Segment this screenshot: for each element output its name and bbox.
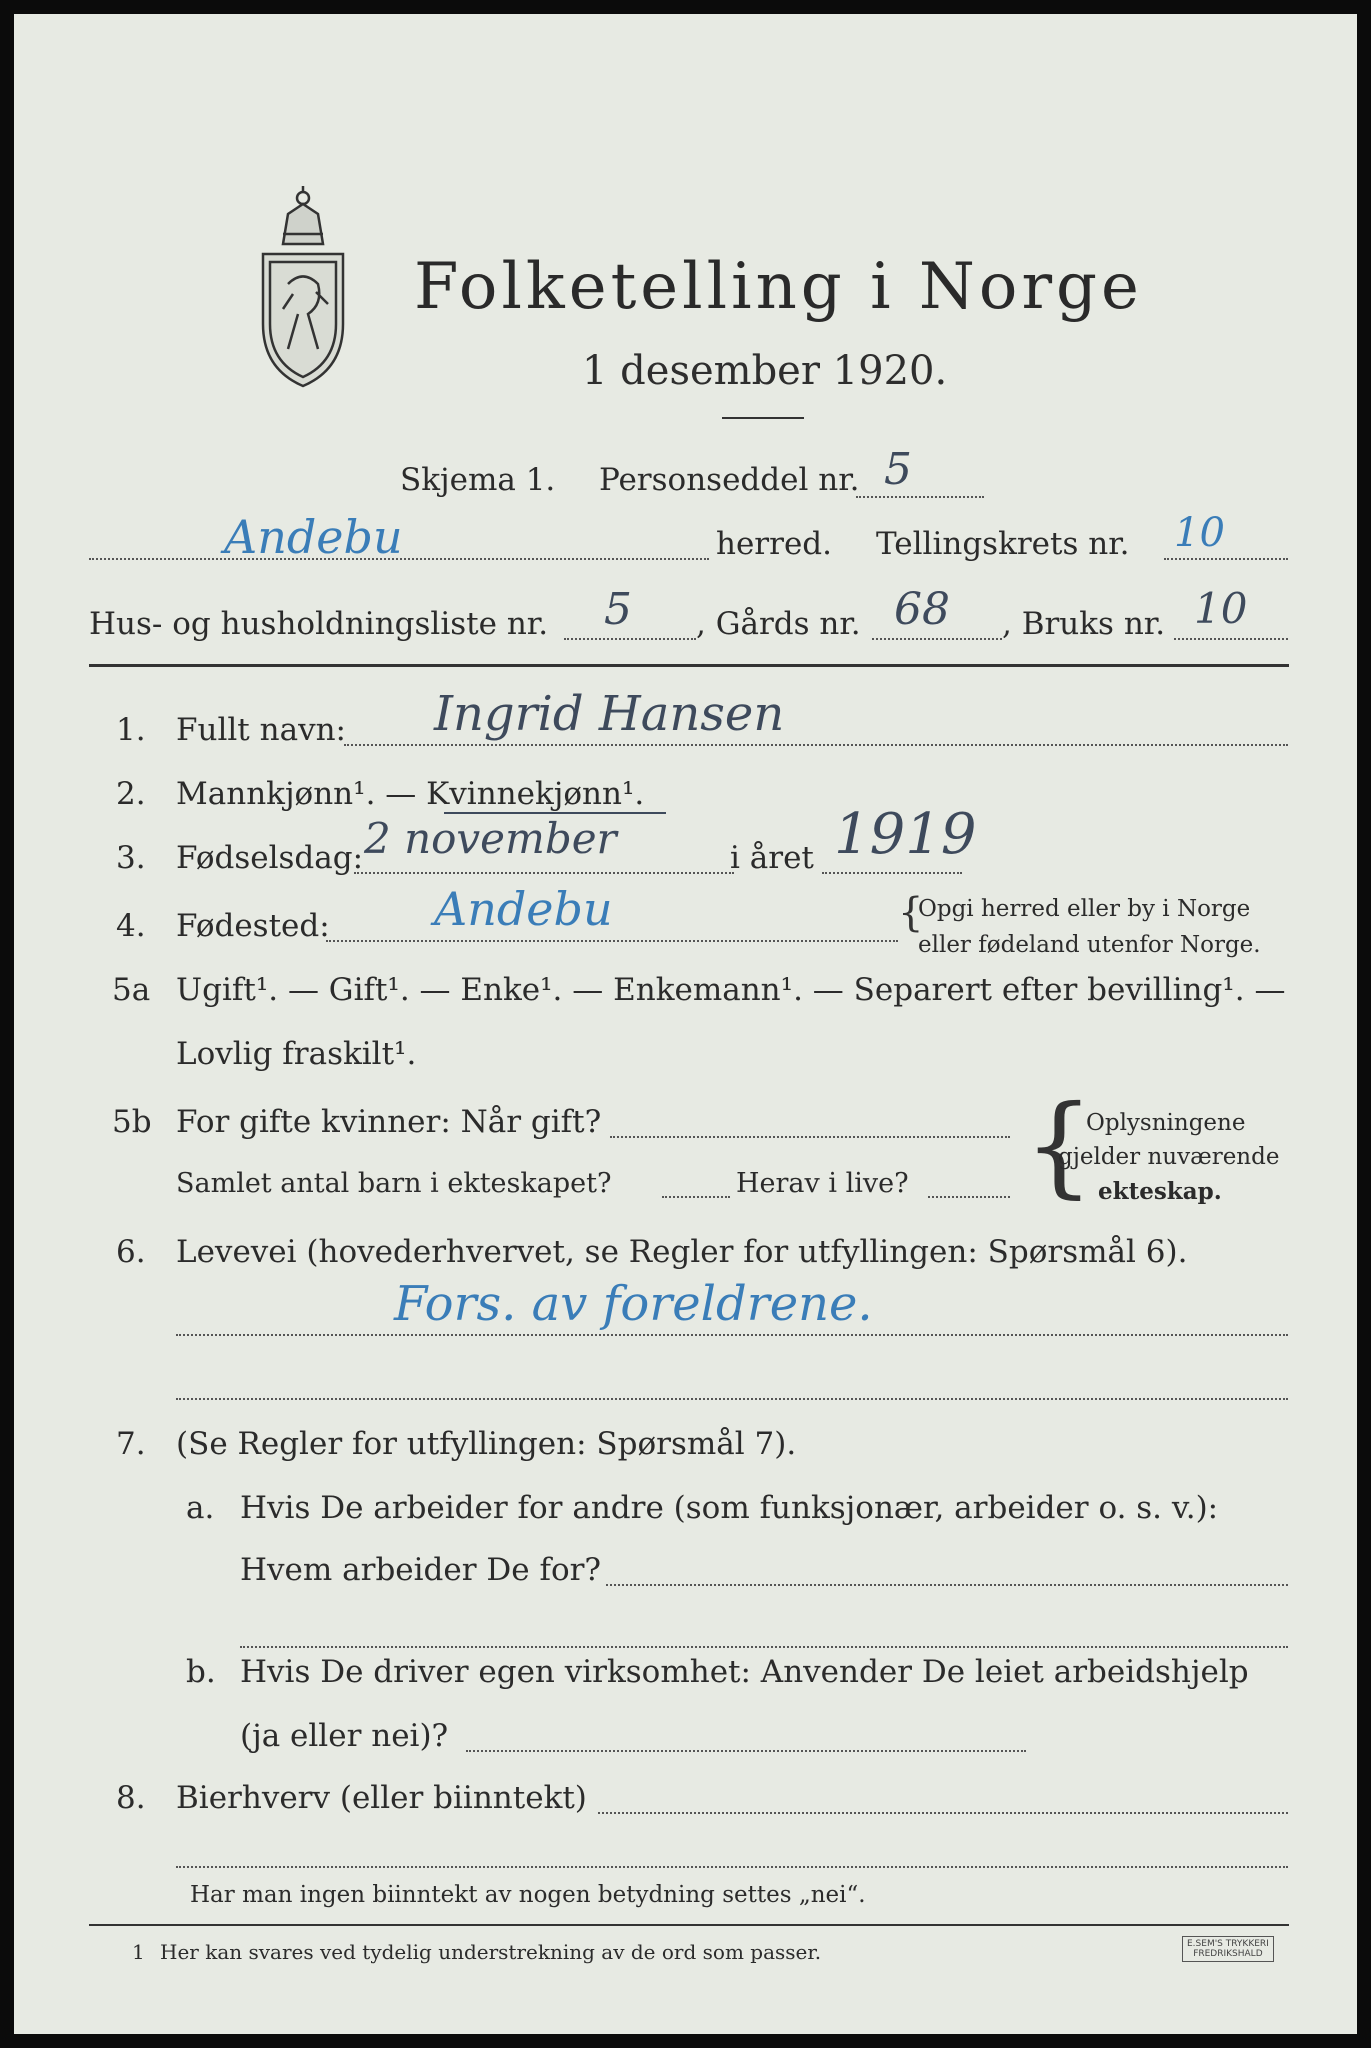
footnote-mark: 1 bbox=[132, 1940, 145, 1964]
q7a-question: Hvis De arbeider for andre (som funksjonær, arbeider o. s. v.): bbox=[240, 1490, 1219, 1526]
side-income-field[interactable] bbox=[598, 1812, 1288, 1814]
q5b-number: 5b bbox=[112, 1104, 152, 1140]
q7b-number: b. bbox=[186, 1654, 216, 1690]
q7b-question: Hvis De driver egen virksomhet: Anvender De leiet arbeidshjelp bbox=[240, 1654, 1249, 1690]
q4-number: 4. bbox=[116, 908, 146, 944]
gards-value[interactable]: 68 bbox=[894, 584, 950, 635]
tellingskrets-value[interactable]: 10 bbox=[1174, 510, 1225, 556]
occupation-line-2[interactable] bbox=[176, 1398, 1288, 1400]
footnote-text: Her kan svares ved tydelig understrekning av de ord som passer. bbox=[160, 1940, 822, 1964]
printer-stamp: E.SEM'S TRYKKERI FREDRIKSHALD bbox=[1182, 1936, 1274, 1962]
hired-help-field[interactable] bbox=[466, 1750, 1026, 1752]
form-title: Folketelling i Norge bbox=[414, 250, 1143, 324]
occupation-value[interactable]: Fors. av foreldrene. bbox=[394, 1276, 873, 1332]
coat-of-arms-icon bbox=[248, 174, 358, 394]
side-income-note: Har man ingen biinntekt av nogen betydning settes „nei“. bbox=[190, 1882, 866, 1908]
children-alive-field[interactable] bbox=[928, 1196, 1010, 1198]
side-income-field-2[interactable] bbox=[176, 1866, 1288, 1868]
census-date: 1 desember 1920. bbox=[582, 348, 948, 394]
marital-status-options: Ugift¹. — Gift¹. — Enke¹. — Enkemann¹. — Separert efter bevilling¹. — bbox=[176, 972, 1286, 1008]
herred-value[interactable]: Andebu bbox=[224, 510, 403, 564]
marriage-note-1: Oplysningene bbox=[1086, 1110, 1246, 1136]
children-count-field[interactable] bbox=[662, 1196, 730, 1198]
gards-label: , Gårds nr. bbox=[696, 606, 861, 642]
side-income-label: Bierhverv (eller biinntekt) bbox=[176, 1780, 587, 1816]
hired-help-label: (ja eller nei)? bbox=[240, 1718, 449, 1754]
full-name-value[interactable]: Ingrid Hansen bbox=[434, 686, 785, 742]
occupation-label: Levevei (hovederhvervet, se Regler for utfyllingen: Spørsmål 6). bbox=[176, 1234, 1188, 1270]
personseddel-value[interactable]: 5 bbox=[884, 444, 912, 495]
employer-field[interactable] bbox=[606, 1584, 1288, 1586]
tellingskrets-label: Tellingskrets nr. bbox=[876, 526, 1130, 562]
birth-date-value[interactable]: 2 november bbox=[364, 814, 617, 863]
q7-number: 7. bbox=[116, 1426, 146, 1462]
herred-label: herred. bbox=[716, 526, 832, 562]
q8-number: 8. bbox=[116, 1780, 146, 1816]
title-divider bbox=[722, 417, 804, 419]
employer-label: Hvem arbeider De for? bbox=[240, 1552, 602, 1588]
census-form: Folketelling i Norge 1 desember 1920. Skjema 1. Personseddel nr. 5 Andebu herred. Tellingskrets nr. 10 Hus- og husholdningsliste nr. 5 , Gårds nr. 68 , Bruks nr. 10 1. Fullt navn: Ingrid Hansen 2. Mannkjønn¹. — Kvinnekjønn¹. 3. Fødselsdag: 2 november i året 1919 4. Fødested: Andebu { Opgi herred eller by i Norge eller fødeland utenfor Norge. 5a Ugift¹. — Gift¹. — Enke¹. — Enkemann¹. — Separert efter bevilling¹. — Lovlig fraskilt¹. 5b For gifte kvinner: Når gift? Samlet antal barn i ekteskapet? Herav i live? { Oplysningene gjelder nuværende ekteskap. 6. Levevei (hovederhvervet, se Regler for utfyllingen: Spørsmål 6). Fors. av foreldrene. 7. (Se Regler for utfyllingen: Spørsmål 7). a. Hvis De arbeider for andre (som funksjonær, arbeider o. s. v.): Hvem arbeider De for? b. Hvis De driver egen virksomhet: Anvender De leiet arbeidshjelp (ja eller nei)? 8. Bierhverv (eller biinntekt) Har man ingen biinntekt av nogen betydning settes „nei“. 1 Her kan svares ved tydelig understrekning av de ord som passer. E.SEM'S TRYKKERI FREDRIKSHALD bbox=[14, 14, 1357, 2034]
q5a-number: 5a bbox=[112, 972, 151, 1008]
birthplace-note-1: Opgi herred eller by i Norge bbox=[918, 896, 1251, 922]
q2-number: 2. bbox=[116, 776, 146, 812]
employer-field-2[interactable] bbox=[240, 1646, 1288, 1648]
footer-rule bbox=[89, 1924, 1289, 1926]
husholdningsliste-value[interactable]: 5 bbox=[604, 584, 632, 635]
birth-year-value[interactable]: 1919 bbox=[834, 802, 977, 867]
header-rule bbox=[89, 664, 1289, 667]
gender-options: Mannkjønn¹. — Kvinnekjønn¹. bbox=[176, 776, 645, 812]
q7-label: (Se Regler for utfyllingen: Spørsmål 7). bbox=[176, 1426, 797, 1462]
personseddel-label: Personseddel nr. bbox=[599, 462, 860, 498]
q7a-number: a. bbox=[186, 1490, 215, 1526]
married-when-label: For gifte kvinner: Når gift? bbox=[176, 1104, 602, 1140]
schema-label: Skjema 1. bbox=[400, 462, 556, 498]
q4-label: Fødested: bbox=[176, 908, 330, 944]
marriage-note-2: gjelder nuværende bbox=[1058, 1144, 1280, 1170]
birthplace-value[interactable]: Andebu bbox=[434, 882, 613, 936]
q1-label: Fullt navn: bbox=[176, 712, 346, 748]
q3-number: 3. bbox=[116, 840, 146, 876]
birthplace-note-2: eller fødeland utenfor Norge. bbox=[918, 932, 1261, 958]
husholdningsliste-label: Hus- og husholdningsliste nr. bbox=[89, 606, 549, 642]
q1-number: 1. bbox=[116, 712, 146, 748]
married-when-field[interactable] bbox=[610, 1136, 1010, 1138]
children-alive-label: Herav i live? bbox=[736, 1168, 909, 1199]
q6-number: 6. bbox=[116, 1234, 146, 1270]
marriage-note-3: ekteskap. bbox=[1098, 1178, 1222, 1205]
marital-status-options-2: Lovlig fraskilt¹. bbox=[176, 1036, 417, 1072]
q3-label: Fødselsdag: bbox=[176, 840, 364, 876]
bruks-label: , Bruks nr. bbox=[1002, 606, 1166, 642]
year-label: i året bbox=[730, 840, 814, 876]
bruks-value[interactable]: 10 bbox=[1194, 584, 1248, 633]
children-count-label: Samlet antal barn i ekteskapet? bbox=[176, 1168, 612, 1199]
